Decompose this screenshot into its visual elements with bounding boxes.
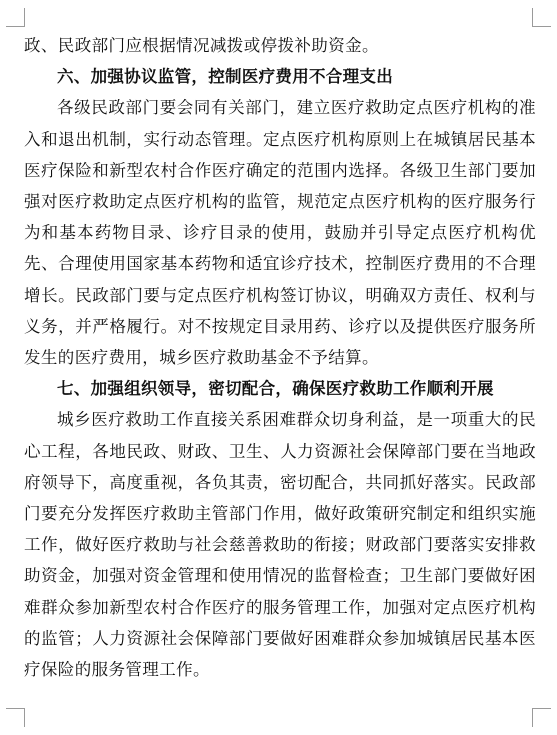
crop-mark-top-right	[532, 8, 551, 27]
crop-mark-bottom-right	[532, 708, 551, 727]
section-heading-7: 七、加强组织领导，密切配合，确保医疗救助工作顺利开展	[57, 379, 494, 399]
paragraph-section-6: 各级民政部门要会同有关部门，建立医疗救助定点医疗机构的准入和退出机制，实行动态管理。定点医疗机构原则上在城镇居民基本医疗保险和新型农村合作医疗确定的范围内选择。各级卫生部门要加强对医疗救助定点医疗机构的监管，规范定点医疗机构的医疗服务行为和基本药物目录、诊疗目录的使用，鼓励并引导定点医疗机构优先、合理使用国家基本药物和适宜诊疗技术，控制医疗费用的不合理增长。民政部门要与定点医疗机构签订协议，明确双方责任、权利与义务，并严格履行。对不按规定目录用药、诊疗以及提供医疗服务所发生的医疗费用，城乡医疗救助基金不予结算。	[24, 98, 536, 368]
crop-mark-bottom-left	[6, 708, 25, 727]
paragraph-section-7: 城乡医疗救助工作直接关系困难群众切身利益，是一项重大的民心工程，各地民政、财政、卫生、人力资源社会保障部门要在当地政府领导下，高度重视，各负其责，密切配合，共同抓好落实。民政部门要充分发挥医疗救助主管部门作用，做好政策研究制定和组织实施工作，做好医疗救助与社会慈善救助的衔接；财政部门要落实安排救助资金，加强对资金管理和使用情况的监督检查；卫生部门要做好困难群众参加新型农村合作医疗的服务管理工作，加强对定点医疗机构的监管；人力资源社会保障部门要做好困难群众参加城镇居民基本医疗保险的服务管理工作。	[24, 410, 536, 680]
crop-mark-top-left	[6, 8, 25, 27]
section-heading-6: 六、加强协议监管，控制医疗费用不合理支出	[57, 67, 393, 87]
paragraph-continuation: 政、民政部门应根据情况减拨或停拨补助资金。	[24, 36, 379, 55]
document-body	[24, 30, 536, 685]
